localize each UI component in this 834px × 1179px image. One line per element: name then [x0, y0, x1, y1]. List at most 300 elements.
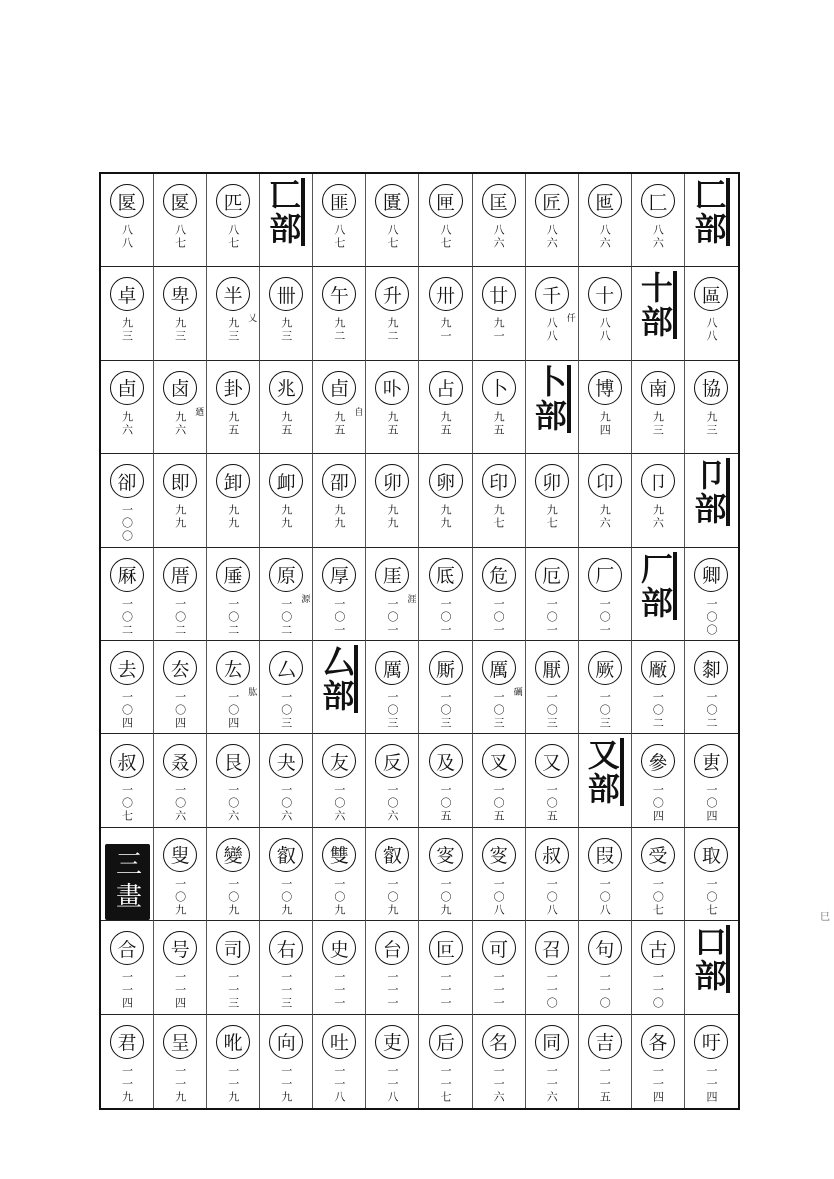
- radical-heading-cell: [685, 454, 738, 547]
- entry-character: 厄: [535, 558, 569, 592]
- entry-page-number: 九七: [545, 504, 559, 531]
- entry-page-number: 一〇二: [279, 597, 293, 637]
- index-entry: [260, 921, 313, 1014]
- entry-page-number: 九一: [439, 317, 453, 344]
- entry-character: 吐: [322, 1025, 356, 1059]
- entry-character: 厥: [588, 651, 622, 685]
- index-entry: [101, 174, 154, 267]
- index-entry: [419, 828, 472, 921]
- index-entry: [579, 1015, 632, 1108]
- entry-character: 叜: [482, 838, 516, 872]
- entry-character: 卣: [322, 371, 356, 405]
- entry-page-number: 八八: [120, 224, 134, 250]
- stroke-count-cell: [101, 828, 154, 921]
- entry-page-number: 一一六: [545, 1064, 559, 1104]
- entry-page-number: 一〇一: [545, 597, 559, 637]
- entry-character: 厰: [641, 651, 675, 685]
- entry-character: 可: [482, 931, 516, 965]
- index-entry: [526, 641, 579, 734]
- entry-character: 匜: [588, 184, 622, 218]
- entry-page-number: 八六: [598, 224, 612, 250]
- entry-page-number: 一〇六: [226, 784, 240, 824]
- entry-character: 厎: [429, 558, 463, 592]
- entry-character: 匣: [429, 184, 463, 218]
- index-entry: [313, 734, 366, 827]
- index-entry: [366, 1015, 419, 1108]
- entry-character: 厜: [216, 558, 250, 592]
- entry-character: 廿: [482, 277, 516, 311]
- entry-page-number: 九五: [279, 410, 293, 437]
- entry-page-number: 九九: [226, 504, 240, 531]
- entry-character: 受: [641, 838, 675, 872]
- index-entry: [154, 361, 207, 454]
- entry-page-number: 一〇三: [439, 691, 453, 730]
- variant-character: 涯: [407, 594, 417, 605]
- index-entry: [101, 641, 154, 734]
- entry-character: 厤: [110, 558, 144, 592]
- entry-page-number: 一一九: [279, 1064, 293, 1104]
- entry-page-number: 九六: [651, 504, 665, 531]
- entry-character: 厀: [694, 651, 728, 685]
- entry-character: 卬: [588, 464, 622, 498]
- entry-page-number: 一〇一: [385, 597, 399, 637]
- index-entry: [685, 361, 738, 454]
- entry-character: 雙: [322, 838, 356, 872]
- entry-character: 叔: [110, 744, 144, 778]
- entry-character: 叀: [694, 744, 728, 778]
- index-entry: [154, 921, 207, 1014]
- entry-character: 卯: [375, 464, 409, 498]
- index-entry: [366, 548, 419, 641]
- entry-character: 匠: [535, 184, 569, 218]
- index-entry: [260, 548, 313, 641]
- entry-character: 南: [641, 371, 675, 405]
- entry-page-number: 一〇八: [545, 877, 559, 917]
- index-entry: [419, 1015, 472, 1108]
- entry-page-number: 一一四: [173, 971, 187, 1011]
- radical-heading: 十部: [639, 271, 677, 339]
- index-entry: [154, 548, 207, 641]
- index-entry: [526, 921, 579, 1014]
- entry-character: 厷: [216, 651, 250, 685]
- radical-heading: 匚部: [692, 178, 730, 246]
- variant-character: 源: [301, 594, 311, 605]
- entry-page-number: 一一三: [226, 971, 240, 1011]
- entry-page-number: 一一七: [439, 1064, 453, 1104]
- radical-heading: 口部: [692, 925, 730, 993]
- index-entry: [101, 548, 154, 641]
- entry-page-number: 一一〇: [598, 971, 612, 1011]
- entry-page-number: 一一一: [332, 971, 346, 1011]
- entry-character: 吪: [216, 1025, 250, 1059]
- entry-page-number: 一〇九: [279, 877, 293, 917]
- index-entry: [632, 921, 685, 1014]
- radical-heading: 卩部: [692, 458, 730, 526]
- entry-page-number: 九五: [332, 410, 346, 437]
- entry-character: 卻: [110, 464, 144, 498]
- index-entry: [579, 361, 632, 454]
- entry-character: 呈: [163, 1025, 197, 1059]
- entry-page-number: 八八: [704, 317, 718, 344]
- index-entry: [419, 267, 472, 360]
- radical-heading-cell: [632, 548, 685, 641]
- entry-character: 卑: [163, 277, 197, 311]
- index-entry: [526, 267, 579, 360]
- entry-page-number: 一一一: [492, 971, 506, 1011]
- index-entry: [101, 921, 154, 1014]
- index-entry: [313, 361, 366, 454]
- entry-character: 卹: [269, 464, 303, 498]
- entry-character: 及: [429, 744, 463, 778]
- index-entry: [154, 454, 207, 547]
- entry-page-number: 一〇一: [439, 597, 453, 637]
- entry-page-number: 一〇三: [385, 691, 399, 730]
- entry-page-number: 一〇三: [598, 691, 612, 730]
- index-entry: [473, 548, 526, 641]
- entry-page-number: 一〇二: [120, 597, 134, 637]
- index-entry: [579, 828, 632, 921]
- entry-character: 吁: [694, 1025, 728, 1059]
- entry-character: 卲: [322, 464, 356, 498]
- index-entry: [473, 267, 526, 360]
- index-entry: [579, 454, 632, 547]
- index-entry: [154, 828, 207, 921]
- index-entry: [579, 267, 632, 360]
- entry-character: 台: [375, 931, 409, 965]
- entry-page-number: 一〇二: [173, 597, 187, 637]
- entry-character: 變: [216, 838, 250, 872]
- entry-page-number: 一〇一: [492, 597, 506, 637]
- radical-heading: 卜部: [533, 365, 571, 433]
- index-entry: [154, 267, 207, 360]
- entry-character: 匡: [482, 184, 516, 218]
- entry-character: 卣: [110, 371, 144, 405]
- index-entry: [419, 454, 472, 547]
- index-entry: [685, 267, 738, 360]
- entry-page-number: 一〇〇: [120, 504, 134, 544]
- entry-page-number: 八八: [598, 317, 612, 344]
- entry-page-number: 一一八: [385, 1064, 399, 1104]
- entry-character: 厭: [535, 651, 569, 685]
- index-entry: [685, 548, 738, 641]
- variant-character: 仟: [566, 314, 576, 325]
- entry-page-number: 一〇四: [173, 691, 187, 730]
- entry-character: 卅: [429, 277, 463, 311]
- index-entry: [632, 734, 685, 827]
- index-entry: [579, 641, 632, 734]
- entry-character: 叵: [429, 931, 463, 965]
- entry-character: 參: [641, 744, 675, 778]
- radical-heading: 厶部: [320, 645, 358, 713]
- entry-page-number: 一〇六: [279, 784, 293, 824]
- index-entry: [685, 1015, 738, 1108]
- entry-character: 叚: [588, 838, 622, 872]
- entry-page-number: 一〇四: [651, 784, 665, 824]
- index-entry: [366, 921, 419, 1014]
- entry-character: 名: [482, 1025, 516, 1059]
- entry-character: 原: [269, 558, 303, 592]
- entry-page-number: 八七: [332, 224, 346, 250]
- entry-page-number: 一〇七: [651, 877, 665, 917]
- index-entry: [632, 454, 685, 547]
- entry-character: 危: [482, 558, 516, 592]
- entry-character: 去: [110, 651, 144, 685]
- index-entry: [154, 174, 207, 267]
- variant-character: 礪: [513, 688, 523, 698]
- entry-character: 各: [641, 1025, 675, 1059]
- index-entry: [526, 548, 579, 641]
- variant-character: 乂: [248, 314, 258, 325]
- index-entry: [101, 734, 154, 827]
- entry-character: 叉: [482, 744, 516, 778]
- entry-character: 占: [429, 371, 463, 405]
- index-entry: [473, 1015, 526, 1108]
- entry-page-number: 九一: [492, 317, 506, 344]
- entry-character: 匽: [110, 184, 144, 218]
- radical-heading-cell: [313, 641, 366, 734]
- index-entry: [313, 454, 366, 547]
- entry-character: 又: [535, 744, 569, 778]
- entry-page-number: 一〇五: [492, 784, 506, 824]
- entry-character: 即: [163, 464, 197, 498]
- entry-character: 句: [588, 931, 622, 965]
- entry-page-number: 一一四: [651, 1064, 665, 1104]
- entry-character: 博: [588, 371, 622, 405]
- index-entry: [101, 267, 154, 360]
- index-entry: [313, 921, 366, 1014]
- entry-page-number: 一〇五: [545, 784, 559, 824]
- entry-page-number: 九九: [332, 504, 346, 531]
- entry-page-number: 一〇二: [226, 597, 240, 637]
- entry-page-number: 一〇四: [120, 691, 134, 730]
- entry-character: 卜: [482, 371, 516, 405]
- index-entry: [260, 267, 313, 360]
- index-entry: [260, 361, 313, 454]
- entry-character: 卌: [269, 277, 303, 311]
- variant-character: 自: [354, 407, 364, 418]
- stroke-count-heading: 三畫: [105, 844, 150, 920]
- entry-character: 厶: [269, 651, 303, 685]
- index-entry: [366, 361, 419, 454]
- entry-page-number: 一〇六: [385, 784, 399, 824]
- index-entry: [685, 641, 738, 734]
- index-entry: [366, 454, 419, 547]
- entry-character: 向: [269, 1025, 303, 1059]
- index-entry: [101, 454, 154, 547]
- index-entry: [526, 734, 579, 827]
- entry-page-number: 一〇一: [598, 597, 612, 637]
- entry-character: 厝: [163, 558, 197, 592]
- index-entry: [419, 361, 472, 454]
- variant-character: 廼: [195, 407, 205, 418]
- entry-page-number: 一一〇: [545, 971, 559, 1011]
- radical-heading: 厂部: [639, 552, 677, 620]
- entry-page-number: 一〇三: [545, 691, 559, 730]
- entry-page-number: 一〇七: [120, 784, 134, 824]
- index-entry: [260, 828, 313, 921]
- entry-character: 厚: [322, 558, 356, 592]
- index-entry: [207, 361, 260, 454]
- entry-page-number: 九五: [226, 410, 240, 437]
- entry-page-number: 一〇三: [279, 691, 293, 730]
- index-entry: [473, 641, 526, 734]
- entry-page-number: 八七: [385, 224, 399, 250]
- entry-character: 升: [375, 277, 409, 311]
- index-entry: [260, 641, 313, 734]
- index-entry: [419, 641, 472, 734]
- entry-page-number: 九九: [385, 504, 399, 531]
- index-entry: [313, 828, 366, 921]
- entry-page-number: 九二: [385, 317, 399, 344]
- entry-character: 后: [429, 1025, 463, 1059]
- entry-page-number: 一一〇: [651, 971, 665, 1011]
- entry-character: 卿: [694, 558, 728, 592]
- entry-page-number: 九六: [120, 410, 134, 437]
- index-entry: [101, 361, 154, 454]
- index-entry: [366, 828, 419, 921]
- entry-character: 卩: [641, 464, 675, 498]
- character-index-grid: [99, 172, 740, 1110]
- entry-page-number: 一一一: [439, 971, 453, 1011]
- entry-character: 号: [163, 931, 197, 965]
- entry-character: 匽: [163, 184, 197, 218]
- index-entry: [579, 921, 632, 1014]
- entry-page-number: 一〇六: [173, 784, 187, 824]
- entry-page-number: 一〇二: [704, 691, 718, 730]
- index-entry: [579, 548, 632, 641]
- entry-page-number: 一一八: [332, 1064, 346, 1104]
- entry-page-number: 一一四: [704, 1064, 718, 1104]
- index-entry: [526, 828, 579, 921]
- entry-page-number: 九三: [120, 317, 134, 344]
- radical-heading: 又部: [586, 738, 624, 806]
- entry-character: 卯: [535, 464, 569, 498]
- entry-character: 叟: [163, 838, 197, 872]
- radical-heading-cell: [526, 361, 579, 454]
- entry-page-number: 九三: [651, 410, 665, 437]
- index-entry: [260, 454, 313, 547]
- entry-character: 召: [535, 931, 569, 965]
- entry-page-number: 一〇九: [226, 877, 240, 917]
- entry-page-number: 九六: [598, 504, 612, 531]
- entry-page-number: 八六: [651, 224, 665, 250]
- index-entry: [207, 641, 260, 734]
- entry-character: 艮: [216, 744, 250, 778]
- index-entry: [632, 641, 685, 734]
- index-entry: [526, 1015, 579, 1108]
- entry-page-number: 一一九: [226, 1064, 240, 1104]
- entry-page-number: 九九: [279, 504, 293, 531]
- entry-page-number: 一一一: [385, 971, 399, 1011]
- entry-page-number: 九三: [226, 317, 240, 344]
- entry-character: 合: [110, 931, 144, 965]
- entry-page-number: 九五: [385, 410, 399, 437]
- entry-page-number: 九九: [439, 504, 453, 531]
- entry-character: 卸: [216, 464, 250, 498]
- index-entry: [366, 641, 419, 734]
- entry-character: 司: [216, 931, 250, 965]
- entry-page-number: 一〇九: [332, 877, 346, 917]
- index-entry: [207, 548, 260, 641]
- entry-page-number: 八七: [173, 224, 187, 250]
- entry-page-number: 九三: [704, 410, 718, 437]
- index-entry: [101, 1015, 154, 1108]
- entry-character: 半: [216, 277, 250, 311]
- entry-page-number: 一一九: [120, 1064, 134, 1104]
- entry-page-number: 一〇九: [385, 877, 399, 917]
- entry-page-number: 八六: [492, 224, 506, 250]
- index-entry: [526, 454, 579, 547]
- variant-character: 肱: [248, 688, 258, 698]
- entry-page-number: 一〇六: [332, 784, 346, 824]
- index-entry: [313, 267, 366, 360]
- entry-character: 卟: [375, 371, 409, 405]
- radical-heading-cell: [685, 174, 738, 267]
- entry-page-number: 一〇四: [704, 784, 718, 824]
- entry-character: 反: [375, 744, 409, 778]
- entry-character: 兆: [269, 371, 303, 405]
- entry-page-number: 一〇四: [226, 691, 240, 730]
- entry-page-number: 一〇八: [598, 877, 612, 917]
- entry-page-number: 九三: [173, 317, 187, 344]
- index-entry: [207, 734, 260, 827]
- index-entry: [473, 174, 526, 267]
- index-entry: [419, 174, 472, 267]
- index-entry: [632, 828, 685, 921]
- entry-character: 史: [322, 931, 356, 965]
- index-entry: [313, 174, 366, 267]
- entry-character: 卵: [429, 464, 463, 498]
- entry-page-number: 九六: [173, 410, 187, 437]
- entry-character: 區: [694, 277, 728, 311]
- index-entry: [419, 548, 472, 641]
- index-entry: [419, 921, 472, 1014]
- entry-character: 取: [694, 838, 728, 872]
- entry-character: 十: [588, 277, 622, 311]
- entry-character: 叜: [429, 838, 463, 872]
- entry-character: 厂: [588, 558, 622, 592]
- entry-character: 千: [535, 277, 569, 311]
- entry-page-number: 一〇〇: [704, 597, 718, 637]
- index-entry: [313, 548, 366, 641]
- entry-character: 印: [482, 464, 516, 498]
- entry-character: 匚: [641, 184, 675, 218]
- entry-character: 叒: [163, 744, 197, 778]
- entry-character: 午: [322, 277, 356, 311]
- entry-character: 夬: [269, 744, 303, 778]
- index-entry: [207, 454, 260, 547]
- index-entry: [313, 1015, 366, 1108]
- index-entry: [473, 454, 526, 547]
- index-entry: [685, 828, 738, 921]
- entry-character: 協: [694, 371, 728, 405]
- index-entry: [154, 734, 207, 827]
- index-entry: [207, 921, 260, 1014]
- entry-character: 君: [110, 1025, 144, 1059]
- entry-character: 匹: [216, 184, 250, 218]
- entry-character: 叡: [269, 838, 303, 872]
- index-entry: [366, 174, 419, 267]
- entry-character: 右: [269, 931, 303, 965]
- index-entry: [260, 1015, 313, 1108]
- entry-page-number: 八八: [545, 317, 559, 344]
- entry-character: 同: [535, 1025, 569, 1059]
- entry-page-number: 一一四: [120, 971, 134, 1011]
- entry-character: 厺: [163, 651, 197, 685]
- entry-character: 友: [322, 744, 356, 778]
- index-entry: [260, 734, 313, 827]
- index-entry: [207, 267, 260, 360]
